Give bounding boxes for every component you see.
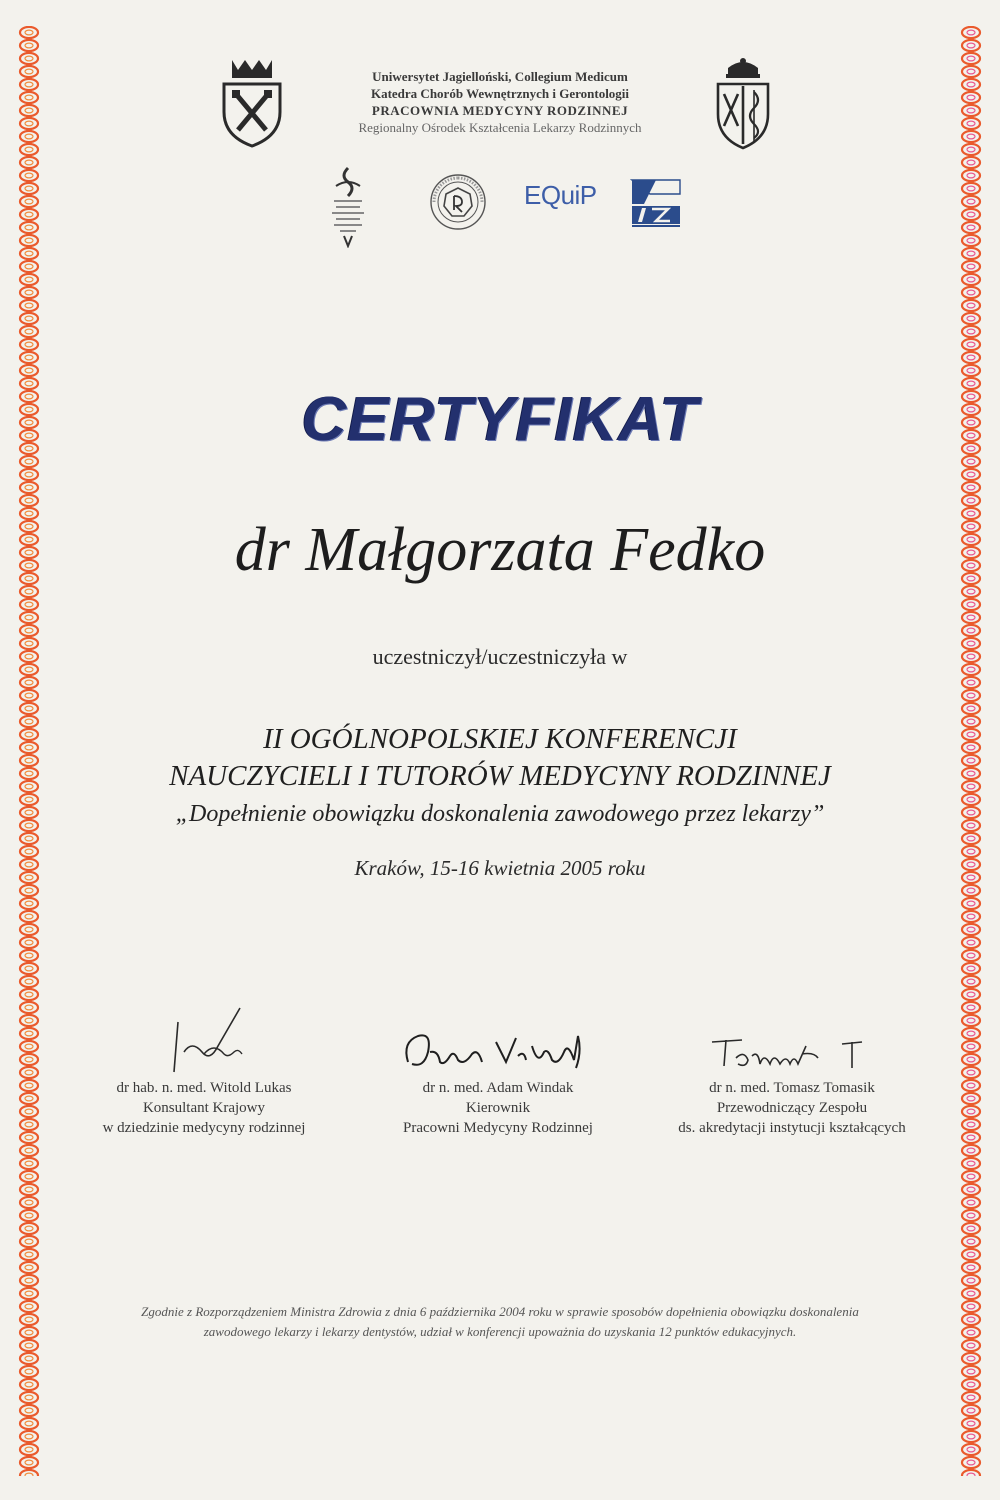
partner-logos (0, 166, 1000, 250)
conference-subtitle: „Dopełnienie obowiązku doskonalenia zawodowego przez lekarzy” (175, 801, 825, 827)
footer-line-1: Zgodnie z Rozporządzeniem Ministra Zdrowia z dnia 6 października 2004 roku w sprawie sposobów dopełnienia obowiązku doskonalenia (141, 1304, 859, 1319)
institution-line-1: Uniwersytet Jagielloński, Collegium Medicum (372, 69, 628, 84)
signer-3-role: Przewodniczący Zespołu (716, 1100, 868, 1116)
signer-1-role-detail: w dziedzinie medycyny rodzinnej (102, 1120, 306, 1136)
signature-block-3 (652, 1030, 932, 1138)
fundacja-logo-icon (326, 166, 370, 248)
footer-line-2: zawodowego lekarzy i lekarzy dentystów, udział w konferencji upoważnia do uzyskania 12 punktów edukacyjnych. (203, 1324, 797, 1339)
signature-1-icon (144, 1002, 264, 1078)
signer-3-role-detail: ds. akredytacji instytucji kształcących (678, 1120, 906, 1136)
regional-centre-seal-icon (428, 172, 488, 232)
signer-2-role-detail: Pracowni Medycyny Rodzinnej (403, 1120, 593, 1136)
institution-block (300, 68, 700, 136)
signer-2-role: Kierownik (465, 1100, 531, 1116)
institution-line-3: PRACOWNIA MEDYCYNY RODZINNEJ (371, 103, 629, 118)
recipient-name: dr Małgorzata Fedko (234, 516, 766, 584)
iz-logo-icon (630, 178, 682, 228)
signature-3-icon (702, 1030, 882, 1078)
participation-text: uczestniczył/uczestniczyła w (372, 644, 628, 669)
signature-block-2 (358, 1022, 638, 1138)
place-and-date: Kraków, 15-16 kwietnia 2005 roku (354, 856, 646, 880)
signer-2-name: dr n. med. Adam Windak (422, 1080, 574, 1096)
signer-1-name: dr hab. n. med. Witold Lukas (116, 1080, 292, 1096)
conference-title-line-2: NAUCZYCIELI I TUTORÓW MEDYCYNY RODZINNEJ (169, 760, 831, 792)
university-crest-icon (218, 56, 286, 148)
equip-logo-text: EQuiP (524, 180, 597, 210)
signer-3-name: dr n. med. Tomasz Tomasik (709, 1080, 875, 1096)
equip-logo (524, 180, 610, 214)
header (0, 52, 1000, 162)
signature-block-1 (64, 1002, 344, 1138)
conference-title-line-1: II OGÓLNOPOLSKIEJ KONFERENCJI (263, 723, 737, 755)
collegium-medicum-crest-icon (710, 56, 776, 150)
signature-2-icon (388, 1022, 608, 1078)
institution-line-2: Katedra Chorób Wewnętrznych i Gerontologii (370, 86, 630, 101)
legal-footer (60, 1302, 940, 1342)
institution-line-4: Regionalny Ośrodek Kształcenia Lekarzy Rodzinnych (358, 120, 642, 135)
certificate-title: CERTYFIKAT (301, 385, 699, 454)
signer-1-role: Konsultant Krajowy (142, 1100, 266, 1116)
